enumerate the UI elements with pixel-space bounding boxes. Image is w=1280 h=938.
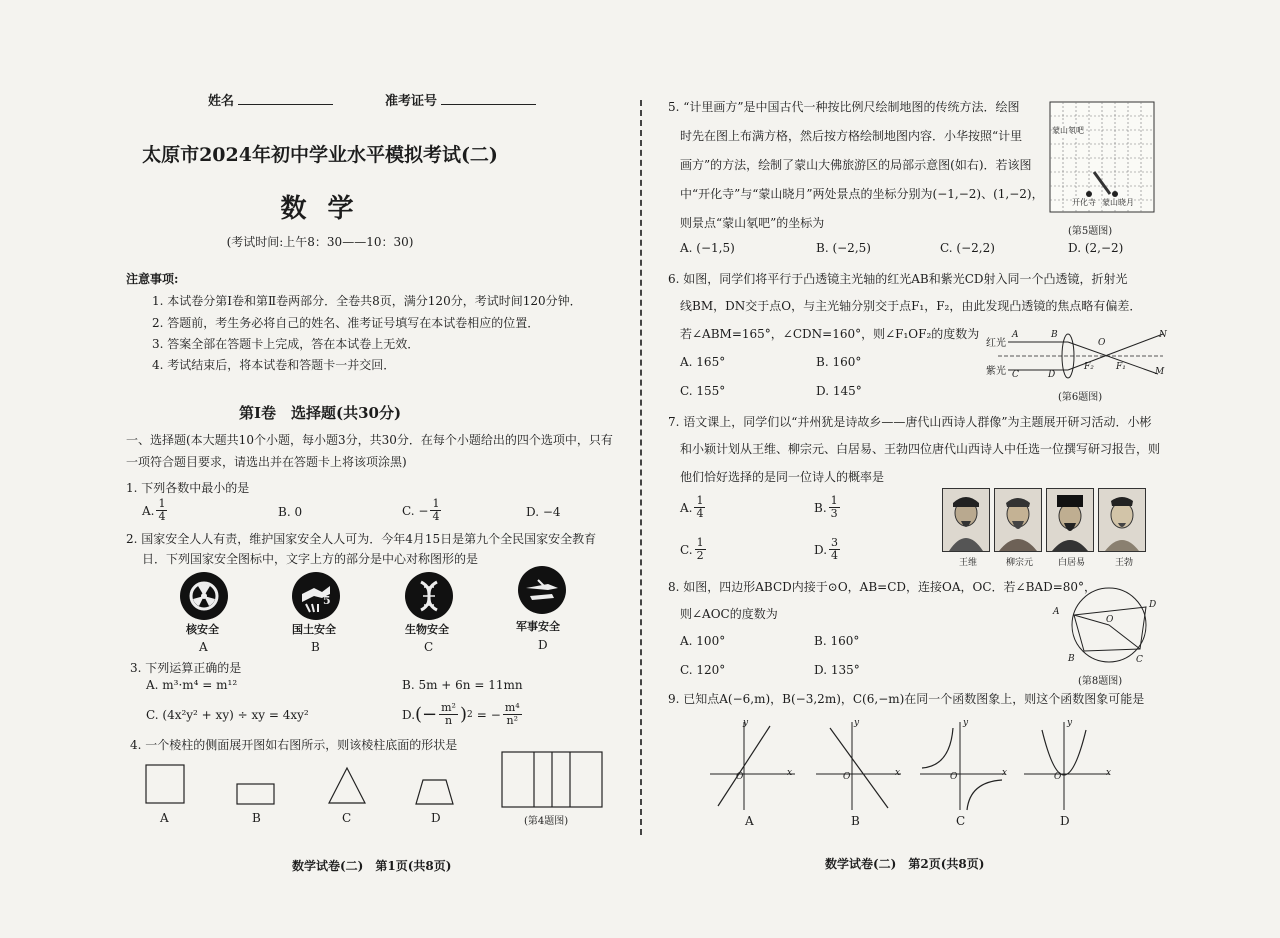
page-footer: 数学试卷(二) 第1页(共8页) [292,859,452,873]
q2-option-d[interactable]: D [538,638,548,652]
q5-stem: 5. “计里画方”是中国古代一种按比例尺绘制地图的传统方法．绘图 [668,100,1020,114]
q9-graph-d [1024,720,1114,810]
poet-name: 王维 [959,558,978,568]
note-item: 4. 考试结束后，将本试卷和答题卡一并交回． [152,358,396,372]
axis-label: x [787,768,793,778]
map-label: 蒙山氡吧 [1052,126,1084,135]
page-footer: 数学试卷(二) 第2页(共8页) [825,857,985,871]
q4-option-a[interactable]: A [160,811,169,825]
note-item: 2. 答题前，考生务必将自己的姓名、准考证号填写在本试卷相应的位置． [152,316,540,330]
poet-portrait [1098,488,1146,552]
q6-lens-figure [998,330,1178,380]
purple-light-label: 紫光 [986,366,1006,377]
q7-option-c[interactable]: C. $\frac{1}{2}$ [680,536,704,562]
nuclear-icon [180,572,228,620]
note-item: 3. 答案全部在答题卡上完成，答在本试卷上无效． [152,337,420,351]
q8-stem-2: 则∠AOC的度数为 [680,607,778,621]
q6-option-a[interactable]: A. 165° [680,355,726,369]
section1-title: 第Ⅰ卷 选择题(共30分) [238,404,402,422]
q5-stem-4: 中“开化寺”与“蒙山晓月”两处景点的坐标分别为(−1,−2)、(1,−2)， [680,187,1044,201]
q6-option-b[interactable]: B. 160° [816,355,862,369]
icon-caption: 军事安全 [516,620,560,633]
axis-label: x [1002,768,1008,778]
origin-label: O [1054,772,1062,782]
q3-option-c[interactable]: C. (4x²y² + xy) ÷ xy = 4xy² [146,708,309,722]
q5-option-a[interactable]: A. (−1,5) [680,241,735,255]
q2-stem-2: 日．下列国家安全图标中，文字上方的部分是中心对称图形的是 [142,552,479,566]
q6-stem-3: 若∠ABM=165°，∠CDN=160°，则∠F₁OF₂的度数为 [680,327,980,341]
q7-stem: 7. 语文课上，同学们以“并州犹是诗故乡——唐代山西诗人群像”为主题展开研习活动．小彬 [668,415,1152,429]
notes-title: 注意事项: [126,272,179,286]
point-label: A [1053,607,1060,617]
q3-option-b[interactable]: B. 5m + 6n = 11mn [402,678,523,692]
point-label: O [1106,615,1114,625]
exam-time: (考试时间:上午8：30——10：30) [226,235,414,249]
q9-stem: 9. 已知点A(−6,m)，B(−3,2m)，C(6,−m)在同一个函数图象上，则这个函数图象可能是 [668,692,1145,706]
q9-option-b[interactable]: B [851,814,860,828]
q8-option-c[interactable]: C. 120° [680,663,726,677]
point-label: D [1048,370,1056,380]
q6-stem-2: 线BM，DN交于点O，与主光轴分别交于点F₁，F₂，由此发现凸透镜的焦点略有偏差． [680,299,1142,313]
q7-option-d[interactable]: D. $\frac{3}{4}$ [814,536,839,562]
origin-label: O [843,772,851,782]
axis-label: y [1067,718,1073,728]
point-label: C [1012,370,1019,380]
q1-option-c[interactable]: C. − $\frac{1}{4}$ [402,497,440,523]
q7-option-b[interactable]: B. $\frac{1}{3}$ [814,494,838,520]
q9-graph-c [920,720,1010,810]
q9-option-a[interactable]: A [745,814,754,828]
point-label: B [1051,330,1058,340]
q4-option-c[interactable]: C [342,811,352,825]
q5-option-b[interactable]: B. (−2,5) [816,241,871,255]
svg-text:5: 5 [323,594,331,607]
axis-label: x [895,768,901,778]
q7-stem-2: 和小颖计划从王维、柳宗元、白居易、王勃四位唐代山西诗人中任选一位撰写研习报告，则 [680,442,1161,456]
q2-option-a[interactable]: A [199,640,208,654]
trapezoid-shape [416,780,453,804]
name-blank[interactable] [238,92,333,105]
q6-stem: 6. 如图，同学们将平行于凸透镜主光轴的红光AB和紫光CD射入同一个凸透镜，折射光 [668,272,1128,286]
axis-label: y [743,718,749,728]
q4-shapes [140,762,630,812]
triangle-shape [329,768,365,803]
q2-stem: 2. 国家安全人人有责，维护国家安全人人可为．今年4月15日是第九个全民国家安全教育 [126,532,597,546]
q4-fig-caption: (第4题图) [524,816,569,827]
point-label: O [1098,338,1106,348]
red-light-label: 红光 [986,338,1006,349]
q8-option-d[interactable]: D. 135° [814,663,860,677]
poet-name: 王勃 [1115,558,1134,568]
military-icon [518,566,566,614]
poet-portrait [994,488,1042,552]
id-blank[interactable] [441,92,536,105]
q9-option-c[interactable]: C [956,814,966,828]
icon-caption: 核安全 [186,623,219,636]
point-label: B [1068,654,1075,664]
q9-graph-b [816,720,906,810]
axis-label: y [963,718,969,728]
section1-instructions-2: 一项符合题目要求，请选出并在答题卡上将该项涂黑) [126,455,407,469]
q8-stem: 8. 如图，四边形ABCD内接于⊙O，AB=CD，连接OA，OC．若∠BAD=80°， [668,580,1097,594]
point-label: F₁ [1116,362,1126,372]
q8-option-a[interactable]: A. 100° [680,634,726,648]
q5-option-c[interactable]: C. (−2,2) [940,241,995,255]
icon-caption: 生物安全 [405,623,449,636]
origin-label: O [950,772,958,782]
subject-title: 数 学 [280,194,360,224]
q6-option-d[interactable]: D. 145° [816,384,862,398]
id-field-label: 准考证号 [385,90,536,109]
q5-stem-5: 则景点“蒙山氡吧”的坐标为 [680,216,825,230]
point-label: D [1149,600,1157,610]
q1-option-a[interactable]: A. $\frac{1}{4}$ [142,497,166,523]
q2-option-c[interactable]: C [424,640,434,654]
q5-option-d[interactable]: D. (2,−2) [1068,241,1124,255]
territory-icon [292,572,340,620]
note-item: 1. 本试卷分第Ⅰ卷和第Ⅱ卷两部分．全卷共8页，满分120分，考试时间120分钟． [152,294,582,308]
point-label: A [1012,330,1019,340]
poet-portrait [942,488,990,552]
q3-stem: 3. 下列运算正确的是 [130,661,242,675]
section1-instructions: 一、选择题(本大题共10个小题，每小题3分，共30分．在每个小题给出的四个选项中，只有 [126,433,613,447]
point-label: N [1159,330,1167,340]
right-page [640,0,1280,938]
point-label: M [1155,367,1165,377]
q8-option-b[interactable]: B. 160° [814,634,860,648]
q3-option-d[interactable]: D. (− $\frac{\text{m²}}{n}$ ) 2 = − $\frac{\text{m⁴}}{\text{n²}}$ [402,701,520,727]
q1-stem: 1. 下列各数中最小的是 [126,481,250,495]
q5-fig-caption: (第5题图) [1068,226,1113,237]
icon-caption: 国土安全 [292,623,336,636]
poet-name: 白居易 [1058,558,1086,568]
axis-label: y [854,718,860,728]
square-shape [146,765,184,803]
rectangle-shape [237,784,274,804]
q2-option-b[interactable]: B [311,640,320,654]
q8-circle-figure [1064,585,1157,665]
q3-option-a[interactable]: A. m³·m⁴ = m¹² [146,678,238,692]
q7-stem-3: 他们恰好选择的是同一位诗人的概率是 [680,470,885,484]
origin-label: O [736,772,744,782]
q8-fig-caption: (第8题图) [1078,676,1123,687]
exam-title: 太原市2024年初中学业水平模拟考试(二) [142,144,498,166]
q5-stem-3: 画方”的方法，绘制了蒙山大佛旅游区的局部示意图(如右)．若该图 [680,158,1032,172]
q9-option-d[interactable]: D [1060,814,1070,828]
point-label: F₂ [1084,362,1094,372]
q4-stem: 4. 一个棱柱的侧面展开图如右图所示，则该棱柱底面的形状是 [130,738,458,752]
q9-graph-a [710,720,800,810]
q6-option-c[interactable]: C. 155° [680,384,726,398]
poet-name: 柳宗元 [1006,558,1034,568]
axis-label: x [1106,768,1112,778]
q4-option-d[interactable]: D [431,811,441,825]
q6-fig-caption: (第6题图) [1058,392,1103,403]
point-label: C [1136,655,1143,665]
q5-stem-2: 时先在图上布满方格，然后按方格绘制地图内容．小华按照“计里 [680,129,1023,143]
q4-option-b[interactable]: B [252,811,261,825]
map-label: 开化寺 [1072,198,1096,207]
q7-option-a[interactable]: A. $\frac{1}{4}$ [680,494,704,520]
map-label: 蒙山晓月 [1102,198,1134,207]
q1-option-b[interactable]: B. 0 [278,505,303,519]
name-field-label: 姓名 [208,90,333,109]
q1-option-d[interactable]: D. −4 [526,505,561,519]
poet-portrait [1046,488,1094,552]
dna-icon [405,572,453,620]
